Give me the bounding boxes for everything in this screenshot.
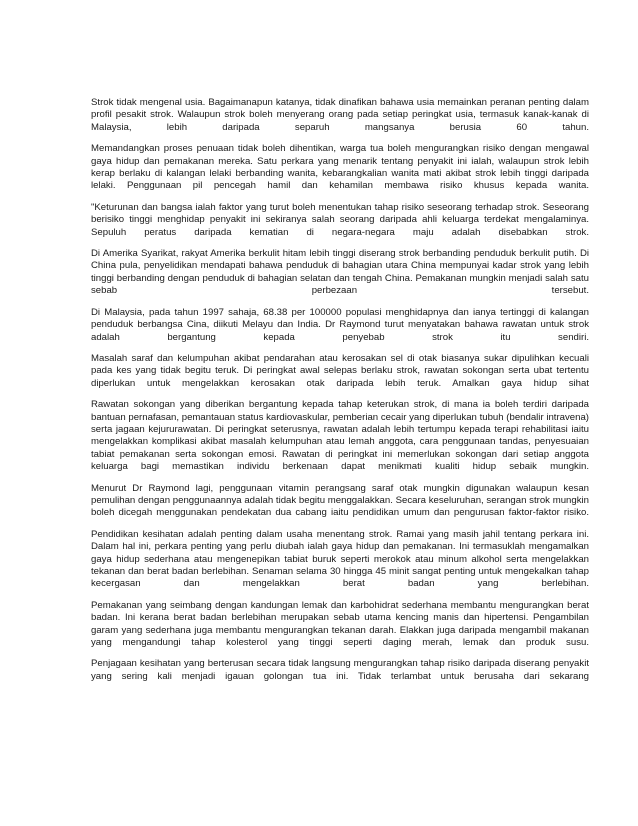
- paragraph: Rawatan sokongan yang diberikan bergantung kepada tahap keterukan strok, di mana ia boleh terdiri daripada bantuan pernafasan, pemantauan status kardiovaskular, pemberian cecair yang diperlukan tubuh (bendalir intravena) serta jagaan kejururawatan. Di peringkat seterusnya, rawatan adalah lebih tertumpu kepada terapi rehabilitasi iaitu mengelakkan komplikasi akibat masalah kelumpuhan atau lemah anggota, cara penggunaan tandas, penyesuaian tabiat pemakanan serta sokongan emosi. Rawatan di peringkat ini memerlukan sokongan dari setiap anggota keluarga bagi memastikan individu berkenaan dapat menikmati kualiti hidup sebaik mungkin.: [91, 399, 589, 473]
- paragraph: Strok tidak mengenal usia. Bagaimanapun katanya, tidak dinafikan bahawa usia memainkan peranan penting dalam profil pesakit strok. Walaupun strok boleh menyerang orang pada setiap peringkat usia, termasuk kanak-kanak di Malaysia, lebih daripada separuh mangsanya berusia 60 tahun.: [91, 97, 589, 133]
- paragraph: Masalah saraf dan kelumpuhan akibat pendarahan atau kerosakan sel di otak biasanya sukar dipulihkan kecuali pada kes yang tidak begitu teruk. Di peringkat awal selepas berlaku strok, rawatan sokongan serta ubat tertentu diperlukan untuk mengelakkan kerosakan otak daripada lebih teruk. Amalkan gaya hidup sihat: [91, 352, 589, 389]
- paragraph: Pendidikan kesihatan adalah penting dalam usaha menentang strok. Ramai yang masih jahil tentang perkara ini. Dalam hal ini, perkara penting yang perlu diubah ialah gaya hidup dan pemakanan. Ini termasuklah mengamalkan gaya hidup sederhana atau mengenepikan tabiat buruk seperti merokok atau minum alkohol serta mengelakkan tekanan dan berat badan berlebihan. Senaman selama 30 hingga 45 minit sangat penting untuk mengekalkan tahap kecergasan dan mengelakkan berat badan yang berlebihan.: [91, 528, 589, 590]
- paragraph: Penjagaan kesihatan yang berterusan secara tidak langsung mengurangkan tahap risiko daripada diserang penyakit yang sering kali menjadi igauan golongan tua ini. Tidak terlambat untuk berusaha dari sekarang: [91, 658, 589, 682]
- paragraph: Di Amerika Syarikat, rakyat Amerika berkulit hitam lebih tinggi diserang strok berbanding penduduk berkulit putih. Di China pula, penyelidikan mendapati bahawa penduduk di bahagian utara China mempunyai kadar strok yang lebih tinggi berbanding dengan penduduk di bahagian selatan dan tengah China. Pemakanan mungkin menjadi salah satu sebab perbezaan tersebut.: [91, 248, 589, 297]
- paragraph: Menurut Dr Raymond lagi, penggunaan vitamin perangsang saraf otak mungkin digunakan walaupun kesan pemulihan dengan penggunaannya adalah tidak begitu menggalakkan. Secara keseluruhan, serangan strok mungkin boleh dicegah menggunakan pendekatan dua cabang iaitu pendidikan umum dan pengurusan faktor-faktor risiko.: [91, 482, 589, 519]
- paragraph: Memandangkan proses penuaan tidak boleh dihentikan, warga tua boleh mengurangkan risiko dengan mengawal gaya hidup dan pemakanan mereka. Satu perkara yang menarik tentang penyakit ini ialah, walaupun strok lebih kerap berlaku di kalangan lelaki berbanding wanita, kebarangkalian wanita mati akibat strok lebih tinggi daripada lelaki. Penggunaan pil pencegah hamil dan kehamilan membawa risiko khusus kepada wanita.: [91, 143, 589, 192]
- paragraph: "Keturunan dan bangsa ialah faktor yang turut boleh menentukan tahap risiko seseorang terhadap strok. Seseorang berisiko tinggi menghidap penyakit ini sekiranya salah seorang daripada ahli keluarga terdekat mengalaminya. Sepuluh peratus daripada kematian di negara-negara maju adalah disebabkan strok.: [91, 201, 589, 238]
- paragraph: Pemakanan yang seimbang dengan kandungan lemak dan karbohidrat sederhana membantu mengurangkan berat badan. Ini kerana berat badan berlebihan merupakan sebab utama kencing manis dan hipertensi. Pengambilan garam yang sederhana juga membantu mengurangkan tekanan darah. Elakkan juga daripada mengambil makanan yang mengandungi tahap kolesterol yang tinggi seperti daging merah, lemak dan produk susu.: [91, 599, 589, 649]
- document-body: [91, 97, 589, 692]
- paragraph: Di Malaysia, pada tahun 1997 sahaja, 68.38 per 100000 populasi menghidapnya dan ianya tertinggi di kalangan penduduk berbangsa Cina, diikuti Melayu dan India. Dr Raymond turut menyatakan bahawa rawatan untuk strok adalah bergantung kepada penyebab strok itu sendiri.: [91, 306, 589, 343]
